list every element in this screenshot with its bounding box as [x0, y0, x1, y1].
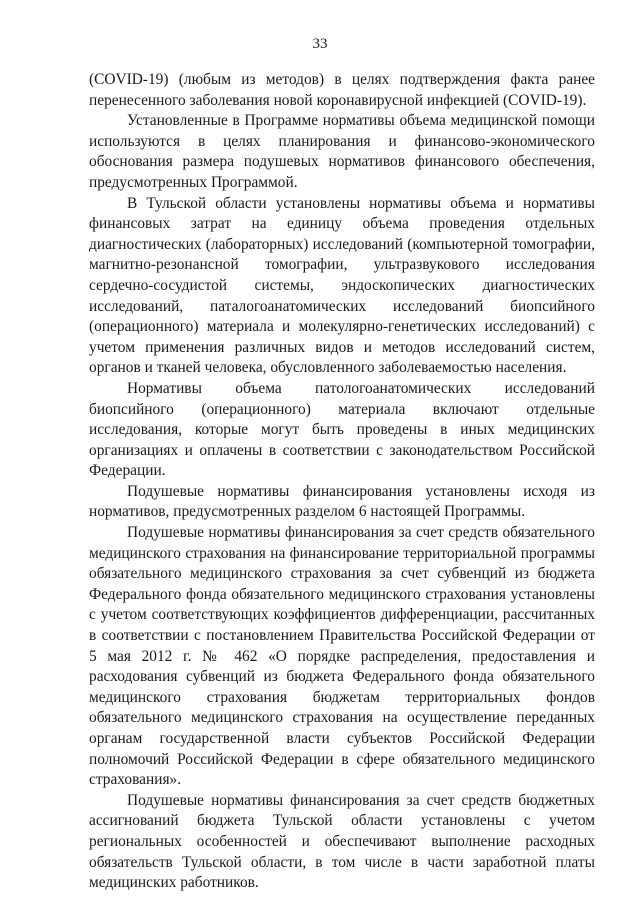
paragraph-budget-per-capita: Подушевые нормативы финансирования за счет средств бюджетных ассигнований бюджета Тульской области установлены с учетом региональных особенностей и обеспечивают выполнение расходных обязательств Тульской области, в том числе в части заработной платы медицинских работников. [89, 791, 595, 892]
paragraph-oms-per-capita: Подушевые нормативы финансирования за счет средств обязательного медицинского страхования на финансирование территориальной программы обязательного медицинского страхования за счет субвенций из бюджета Федерального фонда обязательного медицинского страхования установлены с учетом соответствующих коэффициентов дифференциации, рассчитанных в соответствии с постановлением Правительства Российской Федерации от 5 мая 2012 г. № 462 «О порядке распределения, предоставления и расходования субвенций из бюджета Федерального фонда обязательного медицинского страхования бюджетам территориальных фондов обязательного медицинского страхования на осуществление переданных органам государственной власти субъектов Российской Федерации полномочий Российской Федерации в сфере обязательного медицинского страхования». [89, 524, 595, 789]
paragraph-covid-continuation: (COVID-19) (любым из методов) в целях подтверждения факта ранее перенесенного заболевания новой коронавирусной инфекцией (COVID-19). [89, 71, 595, 109]
paragraph-pathology-norms: Нормативы объема патологоанатомических исследований биопсийного (операционного) материала включают отдельные исследования, которые могут быть проведены в иных медицинских организациях и оплачены в соответствии с законодательством Российской Федерации. [89, 379, 595, 480]
paragraph-per-capita-basis: Подушевые нормативы финансирования установлены исходя из нормативов, предусмотренных разделом 6 настоящей Программы. [89, 482, 595, 521]
paragraph-volume-norms-usage: Установленные в Программе нормативы объема медицинской помощи используются в целях планирования и финансово-экономического обоснования размера подушевых нормативов финансового обеспечения, предусмотренных Программой. [89, 112, 595, 191]
page-number: 33 [312, 36, 328, 52]
body-text [89, 70, 595, 894]
paragraph-tula-diagnostic-norms: В Тульской области установлены нормативы объема и нормативы финансовых затрат на единицу объема проведения отдельных диагностических (лабораторных) исследований (компьютерной томографии, магнитно-резонансной томографии, ультразвукового исследования сердечно-сосудистой системы, эндоскопических диагностических исследований, паталогоанатомических исследований биопсийного (операционного) материала и молекулярно-генетических исследований) с учетом применения различных видов и методов исследований систем, органов и тканей человека, обусловленного заболеваемостью населения. [89, 194, 595, 377]
